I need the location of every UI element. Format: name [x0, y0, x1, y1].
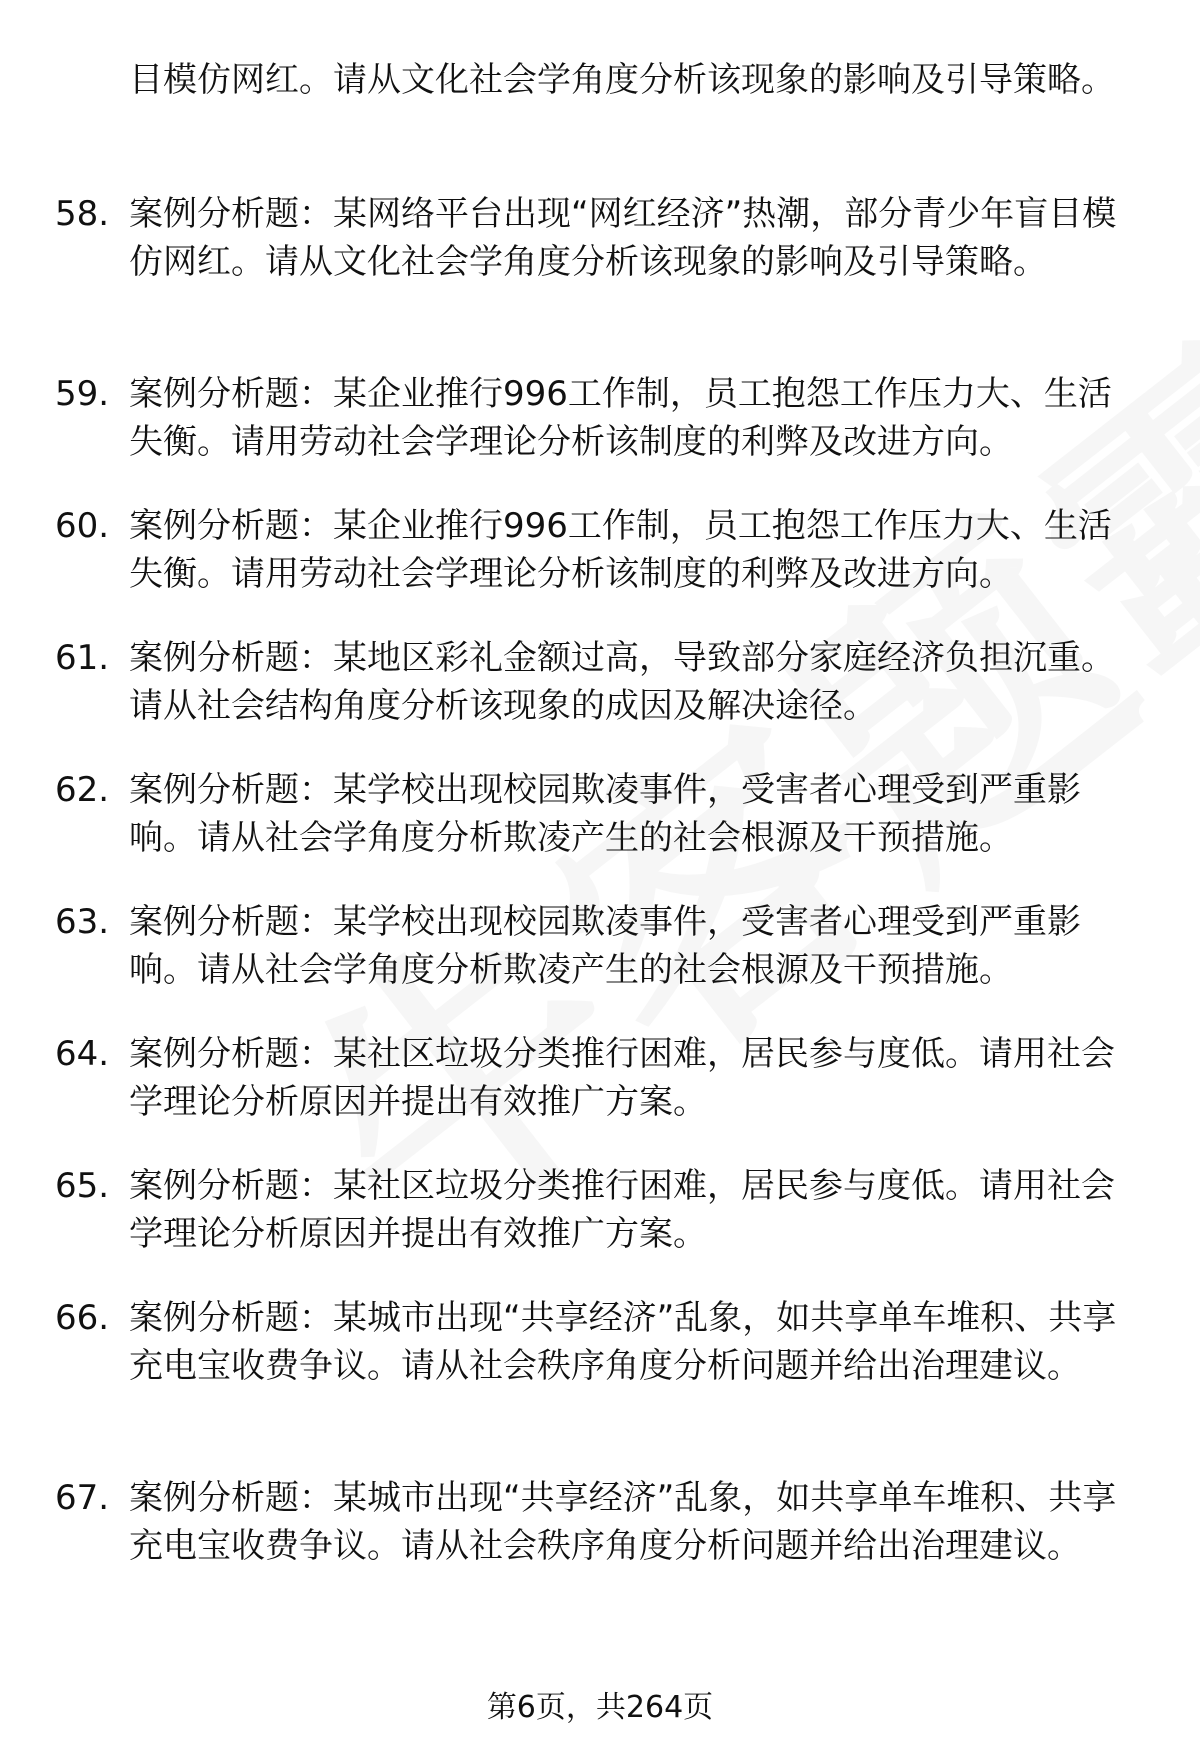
- question-number: 58.: [55, 194, 110, 234]
- question-item: [0, 634, 1200, 730]
- question-item: [0, 370, 1200, 466]
- question-text: 案例分析题：某地区彩礼金额过高，导致部分家庭经济负担沉重。请从社会结构角度分析该现象的成因及解决途径。: [129, 638, 1115, 726]
- continuation-text: 目模仿网红。请从文化社会学角度分析该现象的影响及引导策略。: [129, 60, 1115, 100]
- question-item: [0, 1162, 1200, 1258]
- question-item: [0, 1030, 1200, 1126]
- question-text: 案例分析题：某企业推行996工作制，员工抱怨工作压力大、生活失衡。请用劳动社会学理论分析该制度的利弊及改进方向。: [129, 374, 1112, 462]
- question-number: 65.: [55, 1166, 110, 1206]
- question-text: 案例分析题：某城市出现“共享经济”乱象，如共享单车堆积、共享充电宝收费争议。请从社会秩序角度分析问题并给出治理建议。: [129, 1478, 1117, 1566]
- question-number: 60.: [55, 506, 110, 546]
- question-text: 案例分析题：某社区垃圾分类推行困难，居民参与度低。请用社会学理论分析原因并提出有效推广方案。: [129, 1166, 1115, 1254]
- question-number: 62.: [55, 770, 110, 810]
- question-text: 案例分析题：某城市出现“共享经济”乱象，如共享单车堆积、共享充电宝收费争议。请从社会秩序角度分析问题并给出治理建议。: [129, 1298, 1117, 1386]
- question-number: 63.: [55, 902, 110, 942]
- question-number: 64.: [55, 1034, 110, 1074]
- question-item: [0, 766, 1200, 862]
- question-list: [0, 190, 1200, 1654]
- question-item: [0, 898, 1200, 994]
- question-item: [0, 190, 1200, 334]
- page-footer: 第6页，共264页: [486, 1690, 714, 1725]
- question-item: [0, 502, 1200, 598]
- question-number: 66.: [55, 1298, 110, 1338]
- question-number: 67.: [55, 1478, 110, 1518]
- question-text: 案例分析题：某学校出现校园欺凌事件，受害者心理受到严重影响。请从社会学角度分析欺凌产生的社会根源及干预措施。: [129, 902, 1081, 990]
- question-item: [0, 1294, 1200, 1438]
- question-text: 案例分析题：某企业推行996工作制，员工抱怨工作压力大、生活失衡。请用劳动社会学理论分析该制度的利弊及改进方向。: [129, 506, 1112, 594]
- question-item: [0, 1474, 1200, 1618]
- question-number: 59.: [55, 374, 110, 414]
- question-text: 案例分析题：某学校出现校园欺凌事件，受害者心理受到严重影响。请从社会学角度分析欺凌产生的社会根源及干预措施。: [129, 770, 1081, 858]
- question-text: 案例分析题：某网络平台出现“网红经济”热潮，部分青少年盲目模仿网红。请从文化社会学角度分析该现象的影响及引导策略。: [129, 194, 1117, 282]
- question-text: 案例分析题：某社区垃圾分类推行困难，居民参与度低。请用社会学理论分析原因并提出有效推广方案。: [129, 1034, 1115, 1122]
- question-number: 61.: [55, 638, 110, 678]
